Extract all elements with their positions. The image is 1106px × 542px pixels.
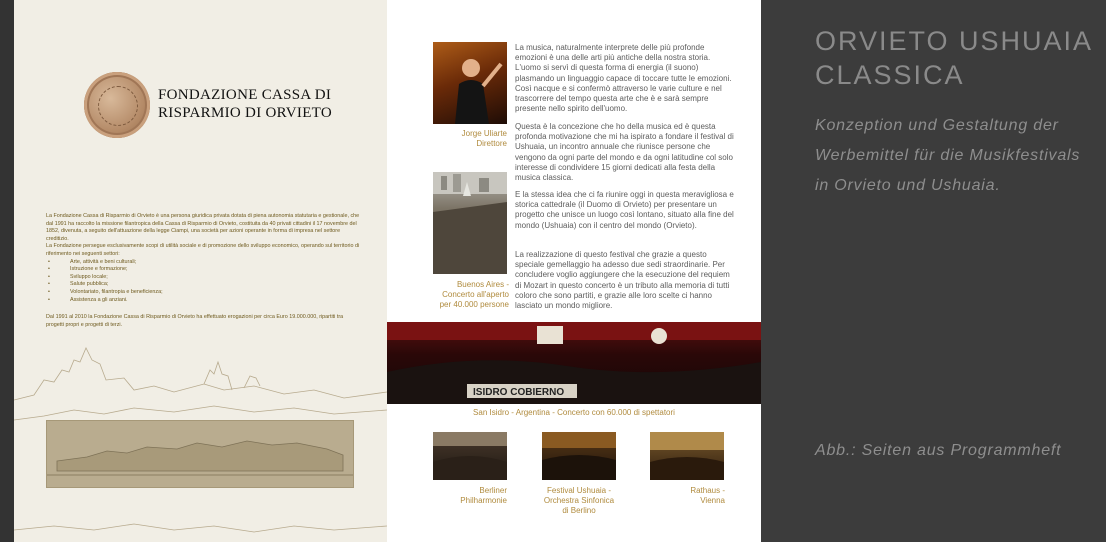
conductor-name: Jorge Uliarte — [461, 129, 507, 138]
conductor-role: Direttore — [476, 139, 507, 148]
project-description-line3: in Orvieto und Ushuaia. — [815, 177, 1001, 194]
stage-banner-text: ISIDRO COBIERNO — [473, 387, 565, 398]
project-title — [815, 24, 1095, 92]
crowd-caption-line3: per 40.000 persone — [439, 300, 509, 309]
san-isidro-caption: San Isidro - Argentina - Concerto con 60.000 di spettatori — [473, 408, 675, 417]
sector-item: • Sviluppo locale; — [56, 274, 362, 282]
sector-item: • Istruzione e formazione; — [56, 266, 362, 274]
purpose-paragraph: La Fondazione persegue esclusivamente scopi di utilità sociale e di promozione dello sviluppo economico, operando sul territorio di riferimento nei seguenti settori: — [46, 243, 360, 257]
foundation-title-line1: FONDAZIONE CASSA DI — [158, 87, 332, 103]
orvieto-etching-image — [46, 420, 354, 488]
rathaus-caption-line2: Vienna — [700, 496, 725, 505]
cathedral-paragraph: E la stessa idea che ci fa riunire oggi in questa meravigliosa e storica cattedrale (il Duomo di Orvieto) per presentare un progetto che unisce un luogo così lontano, situato alla fine del mondo (Ushuaia) con il centro del mondo (Orvieto). — [515, 190, 734, 230]
etching-cityscape — [47, 421, 353, 487]
foundation-title — [158, 86, 378, 122]
rathaus-hall-image — [650, 432, 724, 480]
berliner-caption-line1: Berliner — [479, 486, 507, 495]
intro-paragraph: La musica, naturalmente interprete delle più profonde emozioni è una delle arti più antiche della nostra storia. L'uomo si servì di questa forma di energia (il suono) plasmando un linguaggio capace di toccare tutte le emozioni. Così nacque e si confermò attraverso le varie culture e nel trascorrere del tempo questa arte che è e sarà sempre presente nello spirito dell'uomo. — [515, 43, 732, 114]
sector-item: • Assistenza a gli anziani. — [56, 297, 362, 305]
berliner-caption — [427, 486, 507, 506]
festival-caption-line2: Orchestra Sinfonica — [543, 496, 615, 505]
philharmonie-hall-image — [433, 432, 507, 480]
motivation-paragraph: Questa è la concezione che ho della musica ed è questa profonda motivazione che mi ha ispirato a fondare il festival di Ushuaia, un incontro annuale che riunisce persone che vengono da ogni parte del mondo e da ogni latitudine col solo interesse di condividere 15 giorni dedicati alla festa della musica classica. — [515, 122, 734, 183]
left-edge-strip — [0, 0, 14, 542]
concert-stage-image — [387, 322, 761, 404]
rathaus-caption-line1: Rathaus - — [690, 486, 725, 495]
sector-item: • Volontariato, filantropia e beneficienza; — [56, 289, 362, 297]
closing-paragraph: Dal 1991 al 2010 la Fondazione Cassa di Risparmio di Orvieto ha effettuato erogazioni per circa Euro 19.000.000, ripartiti tra progetti propri e progetti di terzi. — [46, 314, 344, 328]
foundation-seal-logo — [84, 72, 150, 138]
project-description — [815, 111, 1105, 201]
foundation-title-line2: RISPARMIO DI ORVIETO — [158, 105, 332, 121]
figure-caption: Abb.: Seiten aus Programmheft — [815, 442, 1062, 459]
san-isidro-concert-photo — [387, 322, 761, 404]
orchestra-image — [542, 432, 616, 480]
description-paragraph: La Fondazione Cassa di Risparmio di Orvieto è una persona giuridica privata dotata di piena autonomia statutaria e gestionale, che dal 1991 ha raccolto la missione filantropica della Cassa di Risparmio di Orvieto, costituita da 40 privati cittadini il 17 novembre del 1852, divenuta, a seguito dell'attuazione della legge Ciampi, una società per azioni operante in forma di impresa nel settore creditizio. — [46, 213, 360, 242]
conductor-figure — [433, 42, 507, 124]
berliner-philharmonie-photo — [433, 432, 507, 480]
festival-ushuaia-caption — [535, 486, 623, 516]
conductor-photo — [433, 42, 507, 124]
sector-list — [46, 259, 362, 305]
project-title-line2: CLASSICA — [815, 60, 965, 90]
project-info-panel — [761, 0, 1106, 542]
sector-item: • Salute pubblica; — [56, 281, 362, 289]
conductor-caption — [427, 129, 507, 149]
buenos-aires-crowd-photo — [433, 172, 507, 274]
crowd-aerial-image — [433, 172, 507, 274]
festival-ushuaia-photo — [542, 432, 616, 480]
brochure-left-page — [14, 0, 387, 542]
rathaus-vienna-photo — [650, 432, 724, 480]
seal-inner-ring — [98, 86, 138, 126]
project-title-line1: ORVIETO USHUAIA — [815, 26, 1094, 56]
foundation-description — [46, 213, 362, 329]
brochure-right-page — [387, 0, 761, 542]
festival-caption-line3: di Berlino — [562, 506, 596, 515]
crowd-caption — [417, 280, 509, 310]
festival-caption-line1: Festival Ushuaia - — [546, 486, 612, 495]
crowd-caption-line2: Concerto all'aperto — [442, 290, 509, 299]
sector-item: • Arte, attività e beni culturali; — [56, 259, 362, 267]
berliner-caption-line2: Philharmonie — [460, 496, 507, 505]
crowd-caption-line1: Buenos Aires - — [456, 280, 509, 289]
project-description-line1: Konzeption und Gestaltung der — [815, 117, 1059, 134]
rathaus-caption — [643, 486, 725, 506]
project-description-line2: Werbemittel für die Musikfestivals — [815, 147, 1081, 164]
conclusion-paragraph: La realizzazione di questo festival che grazie a questo speciale gemellaggio ha adesso due sedi straordinarie. Per concludere voglio aggiungere che la esecuzione del requiem di Mozart in questo concerto è un tributo alla memoria di tutti coloro che sono partiti, e grazie alle loro scelte ci hanno lasciato un mondo migliore. — [515, 250, 730, 311]
